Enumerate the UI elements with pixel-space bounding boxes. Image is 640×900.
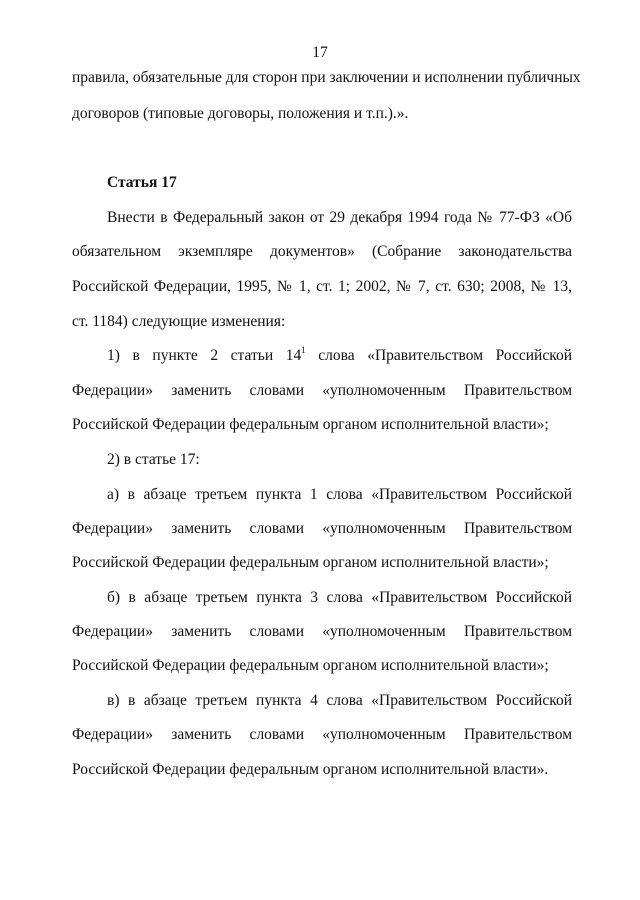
sub-a-line-2: Федерации» заменить словами «уполномоченным Правительством [72,520,572,537]
item1-superscript: 1 [301,345,306,355]
page-number: 17 [312,44,328,61]
item1-line-2: Федерации» заменить словами «уполномоченным Правительством [72,382,572,399]
item1-line-1-after: слова «Правительством Российской [305,347,572,364]
sub-b-line-1: б) в абзаце третьем пункта 3 слова «Правительством Российской [107,589,572,606]
intro-line-2: договоров (типовые договоры, положения и т.п.).». [72,105,409,122]
para1-line-2: обязательном экземпляре документов» (Собрание законодательства [72,243,572,260]
para1-line-4: ст. 1184) следующие изменения: [72,313,286,330]
sub-v-line-1: в) в абзаце третьем пункта 4 слова «Правительством Российской [107,692,572,709]
sub-b-line-3: Российской Федерации федеральным органом исполнительной власти»; [72,657,549,674]
item1-line-1 [107,346,572,366]
article-heading: Статья 17 [107,174,177,191]
item2-line-1: 2) в статье 17: [107,451,200,468]
sub-a-line-1: а) в абзаце третьем пункта 1 слова «Правительством Российской [107,486,572,503]
para1-line-1: Внести в Федеральный закон от 29 декабря 1994 года № 77-ФЗ «Об [107,209,572,226]
para1-line-3: Российской Федерации, 1995, № 1, ст. 1; 2002, № 7, ст. 630; 2008, № 13, [72,278,572,295]
sub-b-line-2: Федерации» заменить словами «уполномоченным Правительством [72,623,572,640]
sub-a-line-3: Российской Федерации федеральным органом исполнительной власти»; [72,554,549,571]
sub-v-line-2: Федерации» заменить словами «уполномоченным Правительством [72,726,572,743]
item1-line-1-before: 1) в пункте 2 статьи 14 [107,347,302,364]
sub-v-line-3: Российской Федерации федеральным органом исполнительной власти». [72,761,549,778]
item1-line-3: Российской Федерации федеральным органом исполнительной власти»; [72,416,549,433]
intro-line-1: правила, обязательные для сторон при заключении и исполнении публичных [72,69,581,86]
